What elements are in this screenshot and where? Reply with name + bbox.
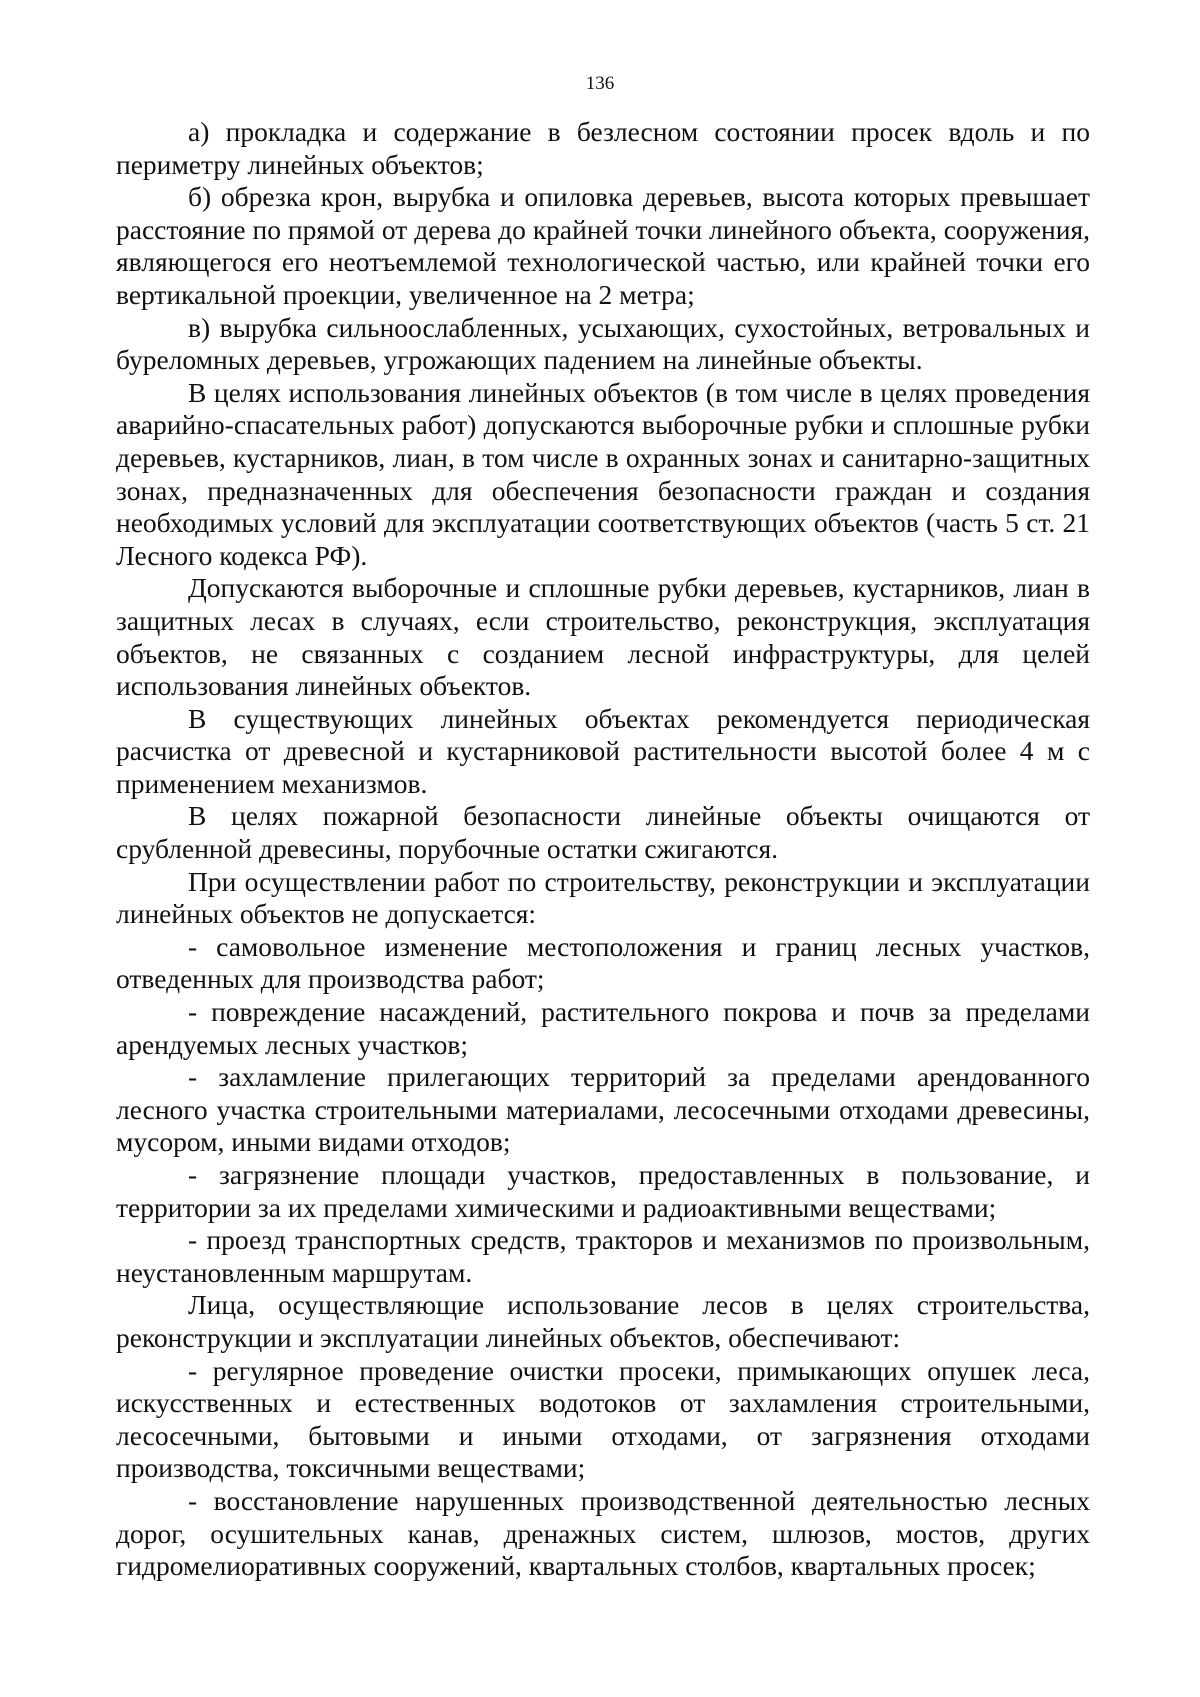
paragraph-obligations-intro: Лица, осуществляющие использование лесов в целях строительства, реконструкции и эксплуатации линейных объектов, обеспечивают: xyxy=(116,1289,1090,1353)
paragraph-linear-objects-felling: В целях использования линейных объектов (в том числе в целях проведения аварийно-спасательных работ) допускаются выборочные рубки и сплошные рубки деревьев, кустарников, лиан, в том числе в охранных зонах и санитарно-защитных зонах, предназначенных для обеспечения безопасности граждан и создания необходимых условий для эксплуатации соответствующих объектов (часть 5 ст. 21 Лесного кодекса РФ). xyxy=(116,376,1090,571)
paragraph-c-felling: в) вырубка сильноослабленных, усыхающих, сухостойных, ветровальных и буреломных деревьев, угрожающих падением на линейные объекты. xyxy=(116,311,1090,376)
paragraph-fire-safety: В целях пожарной безопасности линейные объекты очищаются от срубленной древесины, порубочные остатки сжигаются. xyxy=(116,800,1090,865)
list-item-vehicle-passage: - проезд транспортных средств, тракторов и механизмов по произвольным, неустановленным маршрутам. xyxy=(116,1224,1090,1288)
list-item-littering: - захламление прилегающих территорий за пределами арендованного лесного участка строительными материалами, лесосечными отходами древесины, мусором, иными видами отходов; xyxy=(116,1061,1090,1158)
list-item-damage: - повреждение насаждений, растительного покрова и почв за пределами арендуемых лесных участков; xyxy=(116,996,1090,1060)
page-number: 136 xyxy=(585,73,615,94)
paragraph-protective-forests: Допускаются выборочные и сплошные рубки деревьев, кустарников, лиан в защитных лесах в случаях, если строительство, реконструкция, эксплуатация объектов, не связанных с созданием лесной инфраструктуры, для целей использования линейных объектов. xyxy=(116,572,1090,702)
paragraph-not-allowed-intro: При осуществлении работ по строительству, реконструкции и эксплуатации линейных объектов не допускается: xyxy=(116,865,1090,930)
paragraph-periodic-clearing: В существующих линейных объектах рекомендуется периодическая расчистка от древесной и кустарниковой растительности высотой более 4 м с применением механизмов. xyxy=(116,702,1090,799)
list-item-pollution: - загрязнение площади участков, предоставленных в пользование, и территории за их пределами химическими и радиоактивными веществами; xyxy=(116,1159,1090,1223)
list-item-boundary-change: - самовольное изменение местоположения и границ лесных участков, отведенных для производства работ; xyxy=(116,930,1090,995)
document-body xyxy=(116,116,1090,1583)
list-item-restoration: - восстановление нарушенных производственной деятельностью лесных дорог, осушительных канав, дренажных систем, шлюзов, мостов, других гидромелиоративных сооружений, квартальных столбов, квартальных просек; xyxy=(116,1484,1090,1582)
paragraph-b-pruning: б) обрезка крон, вырубка и опиловка деревьев, высота которых превышает расстояние по прямой от дерева до крайней точки линейного объекта, сооружения, являющегося его неотъемлемой технологической частью, или крайней точки его вертикальной проекции, увеличенное на 2 метра; xyxy=(116,181,1090,310)
paragraph-a-clearing: а) прокладка и содержание в безлесном состоянии просек вдоль и по периметру линейных объектов; xyxy=(116,116,1090,180)
list-item-regular-cleaning: - регулярное проведение очистки просеки, примыкающих опушек леса, искусственных и естественных водотоков от захламления строительными, лесосечными, бытовыми и иными отходами, от загрязнения отходами производства, токсичными веществами; xyxy=(116,1354,1090,1484)
